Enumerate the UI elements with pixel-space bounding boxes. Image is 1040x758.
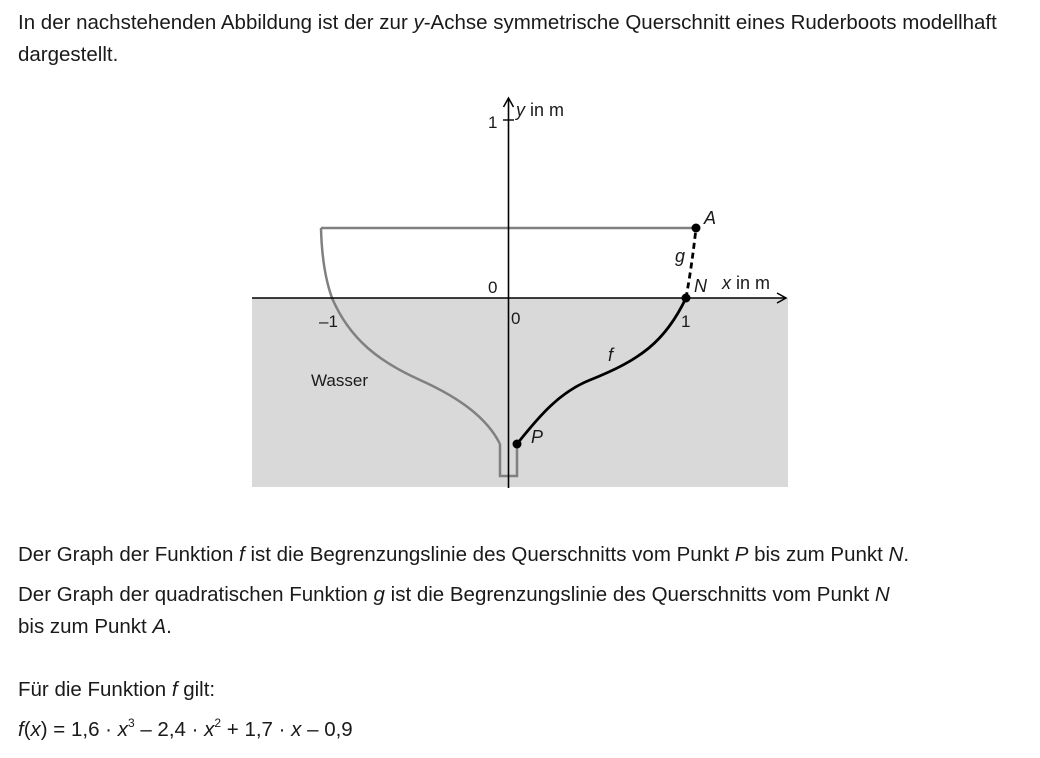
formula-term-2: – 2,4 ·	[134, 718, 205, 741]
water-label: Wasser	[311, 371, 368, 390]
function-g-label: g	[675, 246, 686, 266]
origin-label-left: 0	[488, 278, 498, 297]
point-N-marker	[682, 294, 691, 303]
origin-label-below: 0	[511, 309, 521, 328]
x-tick-neg1-label: –1	[319, 312, 338, 331]
point-A-label: A	[704, 208, 717, 228]
description-g-paragraph	[18, 579, 1028, 643]
formula-constant: – 0,9	[301, 718, 353, 741]
formula-x-quadratic: x	[204, 718, 215, 741]
formula-term-3: + 1,7 ·	[221, 718, 292, 741]
desc-g-var-g: g	[373, 583, 385, 606]
gilt-text: Für die Funktion	[18, 678, 172, 701]
desc-g-text-3: bis zum Punkt	[18, 615, 153, 638]
formula-x-linear: x	[291, 718, 302, 741]
function-formula	[18, 714, 1028, 746]
desc-f-var-P: P	[734, 543, 749, 566]
desc-f-text-2: ist die Begrenzungslinie des Querschnitts vom Punkt	[244, 543, 735, 566]
desc-f-text-4: .	[903, 543, 910, 566]
desc-g-var-N: N	[874, 583, 890, 606]
gilt-text-2: gilt:	[177, 678, 216, 701]
x-tick-1-label: 1	[681, 312, 691, 331]
point-N-label: N	[694, 276, 707, 296]
intro-text: In der nachstehenden Abbildung ist der zur	[18, 11, 414, 34]
function-f-label: f	[608, 345, 614, 365]
desc-f-text-3: bis zum Punkt	[748, 543, 889, 566]
desc-g-text: Der Graph der quadratischen Funktion	[18, 583, 374, 606]
desc-f-var-f: f	[239, 543, 245, 566]
formula-f: f	[18, 718, 24, 741]
function-intro-paragraph	[18, 674, 1028, 706]
x-axis-label: x in m	[722, 273, 771, 293]
point-A-marker	[692, 224, 701, 233]
intro-y-variable: y	[413, 11, 424, 34]
point-P-label: P	[531, 427, 544, 447]
formula-paren-open: (	[23, 718, 31, 741]
intro-text-cont: -Achse symmetrische Querschnitt eines Ruderboots modellhaft dargestellt.	[18, 11, 997, 66]
mirrored-g-curve	[321, 228, 332, 298]
description-f-paragraph	[18, 539, 1028, 571]
formula-exp-2: 2	[214, 716, 222, 730]
point-P-marker	[513, 440, 522, 449]
desc-g-var-A: A	[152, 615, 167, 638]
y-axis-label: y in m	[516, 100, 565, 120]
gilt-var-f: f	[171, 678, 178, 701]
formula-eq: ) = 1,6 ·	[40, 718, 118, 741]
formula-x-cubic: x	[117, 718, 128, 741]
y-tick-1-label: 1	[488, 113, 498, 132]
formula-exp-3: 3	[127, 716, 135, 730]
desc-f-text: Der Graph der Funktion	[18, 543, 240, 566]
desc-g-text-4: .	[166, 615, 172, 638]
desc-f-var-N: N	[888, 543, 904, 566]
formula-x-arg: x	[30, 718, 41, 741]
desc-g-text-2: ist die Begrenzungslinie des Querschnitts vom Punkt	[384, 583, 875, 606]
